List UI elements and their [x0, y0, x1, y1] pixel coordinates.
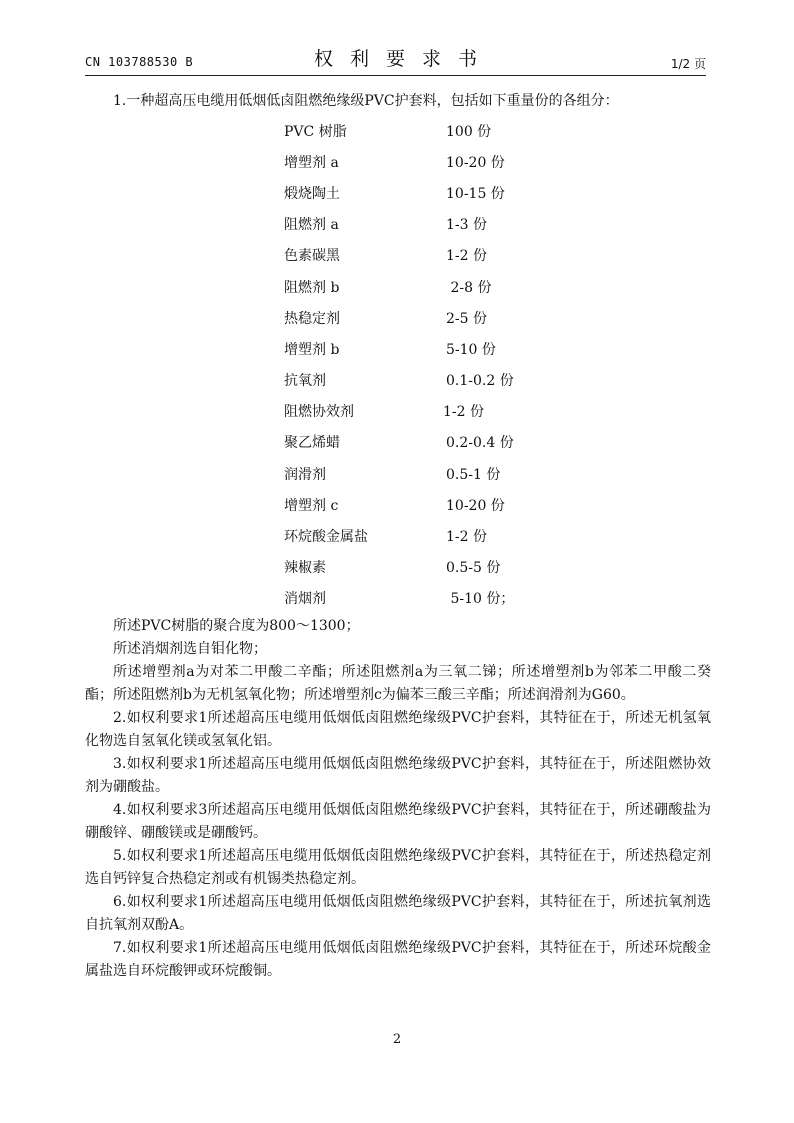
component-name: 色素碳黑: [284, 248, 340, 265]
component-name: 煅烧陶土: [284, 185, 340, 202]
claim-1-note-definitions: 所述增塑剂a为对苯二甲酸二辛酯；所述阻燃剂a为三氧二锑；所述增塑剂b为邻苯二甲酸二癸酯；所述阻燃剂b为无机氢氧化物；所述增塑剂c为偏苯三酸三辛酯；所述润滑剂为G60。: [85, 664, 711, 703]
component-amount: 5-10 份: [446, 341, 496, 358]
component-row: [284, 146, 586, 177]
component-name: 热稳定剂: [284, 310, 340, 327]
component-name: 消烟剂: [284, 591, 326, 608]
page-header: [85, 42, 706, 72]
component-amount: 10-15 份: [446, 185, 505, 202]
claim-2: 2.如权利要求1所述超高压电缆用低烟低卤阻燃绝缘级PVC护套料，其特征在于，所述无机氢氧化物选自氢氧化镁或氢氧化铝。: [85, 710, 711, 749]
component-row: [284, 458, 586, 489]
header-divider: [85, 75, 706, 76]
claims-body: [85, 90, 711, 983]
component-row: [284, 333, 586, 364]
component-name: 增塑剂 a: [284, 154, 339, 171]
claim-6: 6.如权利要求1所述超高压电缆用低烟低卤阻燃绝缘级PVC护套料，其特征在于，所述抗氧剂选自抗氧剂双酚A。: [85, 894, 711, 933]
page-number: 2: [392, 1032, 402, 1047]
component-amount: 2-8 份: [446, 279, 492, 296]
component-row: [284, 520, 586, 551]
component-name: 环烷酸金属盐: [284, 529, 368, 546]
component-row: [284, 115, 586, 146]
component-name: 辣椒素: [284, 560, 326, 577]
component-name: 抗氧剂: [284, 373, 326, 390]
page-title: 权利要求书: [313, 48, 494, 70]
component-name: 增塑剂 b: [284, 341, 340, 358]
component-name: 聚乙烯蜡: [284, 435, 340, 452]
component-amount: 10-20 份: [446, 497, 505, 514]
component-row: [284, 489, 586, 520]
component-row: [284, 302, 586, 333]
component-amount: 2-5 份: [446, 310, 487, 327]
component-amount: 0.1-0.2 份: [446, 373, 514, 390]
page-count: 1/2 页: [670, 57, 706, 71]
component-amount: 100 份: [446, 123, 492, 140]
component-amount: 0.5-5 份: [446, 560, 501, 577]
claim-1-note-smoke: 所述消烟剂选自钼化物；: [113, 641, 267, 657]
claim-1-note-resin: 所述PVC树脂的聚合度为800～1300；: [113, 618, 360, 634]
component-name: 增塑剂 c: [284, 497, 339, 514]
component-row: [284, 427, 586, 458]
component-amount: 5-10 份；: [446, 591, 515, 608]
claim-1-intro: 1.一种超高压电缆用低烟低卤阻燃绝缘级PVC护套料，包括如下重量份的各组分：: [113, 93, 619, 109]
claim-5: 5.如权利要求1所述超高压电缆用低烟低卤阻燃绝缘级PVC护套料，其特征在于，所述热稳定剂选自钙锌复合热稳定剂或有机锡类热稳定剂。: [85, 848, 711, 887]
component-row: [284, 365, 586, 396]
component-amount: 1-3 份: [446, 217, 487, 234]
component-row: [284, 583, 586, 614]
component-amount: 1-2 份: [443, 404, 484, 421]
patent-number: CN 103788530 B: [85, 55, 194, 69]
component-row: [284, 271, 586, 302]
component-amount: 10-20 份: [446, 154, 505, 171]
claim-4: 4.如权利要求3所述超高压电缆用低烟低卤阻燃绝缘级PVC护套料，其特征在于，所述硼酸盐为硼酸锌、硼酸镁或是硼酸钙。: [85, 802, 711, 841]
component-amount: 0.5-1 份: [446, 466, 501, 483]
component-amount: 1-2 份: [446, 529, 487, 546]
component-name: 阻燃协效剂: [284, 404, 354, 421]
claim-3: 3.如权利要求1所述超高压电缆用低烟低卤阻燃绝缘级PVC护套料，其特征在于，所述阻燃协效剂为硼酸盐。: [85, 756, 711, 795]
component-row: [284, 177, 586, 208]
component-name: 润滑剂: [284, 466, 326, 483]
component-row: [284, 209, 586, 240]
claim-7: 7.如权利要求1所述超高压电缆用低烟低卤阻燃绝缘级PVC护套料，其特征在于，所述环烷酸金属盐选自环烷酸钾或环烷酸铜。: [85, 940, 711, 979]
component-amount: 0.2-0.4 份: [446, 435, 514, 452]
component-table: [284, 115, 586, 614]
component-row: [284, 396, 586, 427]
component-name: 阻燃剂 a: [284, 217, 339, 234]
component-name: PVC 树脂: [284, 123, 347, 140]
component-name: 阻燃剂 b: [284, 279, 340, 296]
component-row: [284, 552, 586, 583]
component-row: [284, 240, 586, 271]
component-amount: 1-2 份: [446, 248, 487, 265]
